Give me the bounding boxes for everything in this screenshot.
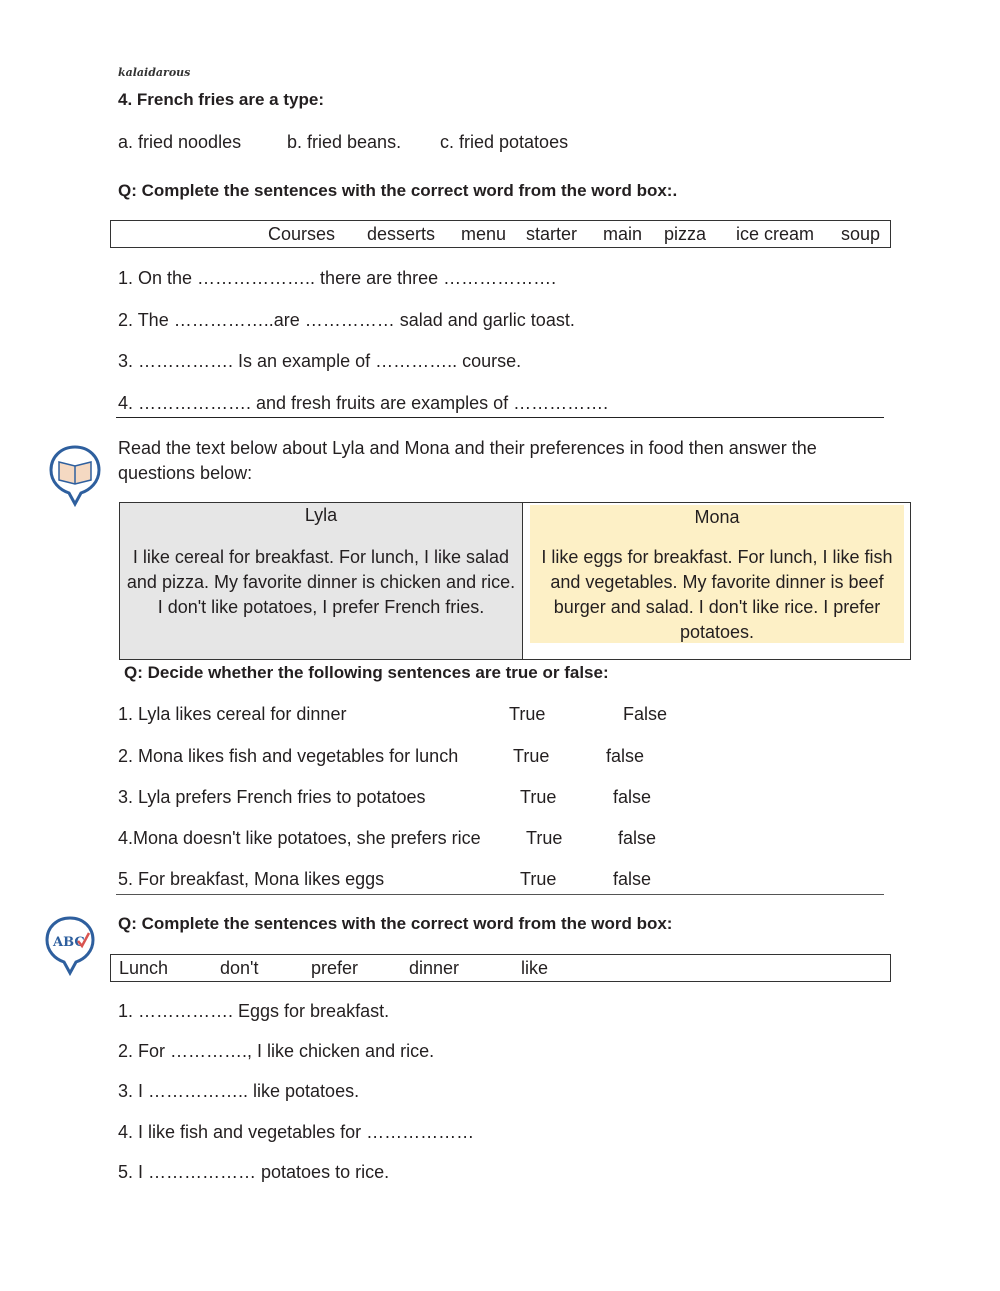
mona-text: I like eggs for breakfast. For lunch, I like fish and vegetables. My favorite dinner is beef burger and salad. I don't like rice. I prefer potatoes. xyxy=(541,547,893,642)
mona-cell xyxy=(530,505,904,643)
tf-question-3: 3. Lyla prefers French fries to potatoes xyxy=(118,787,426,807)
word-box-item: Courses xyxy=(268,224,336,244)
mona-name: Mona xyxy=(694,507,740,527)
tf-false-1: False xyxy=(623,704,668,724)
tf-question-1: 1. Lyla likes cereal for dinner xyxy=(118,704,347,724)
word-box-2 xyxy=(110,954,891,982)
q4-option-b: b. fried beans. xyxy=(287,132,402,152)
section3-sentence-3: 3. I …………….. like potatoes. xyxy=(118,1081,360,1101)
tf-question-4: 4.Mona doesn't like potatoes, she prefers rice xyxy=(118,828,481,848)
word-box-item: dinner xyxy=(409,958,460,978)
book-icon xyxy=(48,444,102,513)
divider xyxy=(116,417,884,418)
section3-sentence-2: 2. For …………., I like chicken and rice. xyxy=(118,1041,435,1061)
section1-sentence-3: 3. ……………. Is an example of ………….. course. xyxy=(118,351,522,371)
tf-true-1: True xyxy=(509,704,546,724)
section1-title: Q: Complete the sentences with the correct word from the word box:. xyxy=(118,181,678,200)
word-box-item: ice cream xyxy=(736,224,815,244)
abc-text: ABC xyxy=(53,935,85,950)
word-box-item: main xyxy=(603,224,643,244)
author-name: kalaidarous xyxy=(118,66,191,79)
tf-false-3: false xyxy=(613,787,652,807)
word-box-1 xyxy=(110,220,891,248)
lyla-name: Lyla xyxy=(304,505,338,525)
tf-question-2: 2. Mona likes fish and vegetables for lunch xyxy=(118,746,459,766)
word-box-item: prefer xyxy=(311,958,359,978)
lyla-text: I like cereal for breakfast. For lunch, I like salad and pizza. My favorite dinner is chicken and rice. I don't like potatoes, I prefer French fries. xyxy=(126,547,516,617)
word-box-item: menu xyxy=(461,224,507,244)
section3-sentence-1: 1. ……………. Eggs for breakfast. xyxy=(118,1001,390,1021)
divider xyxy=(116,894,884,895)
tf-false-5: false xyxy=(613,869,652,889)
word-box-item: like xyxy=(521,958,549,978)
tf-true-2: True xyxy=(513,746,550,766)
section3-title: Q: Complete the sentences with the correct word from the word box: xyxy=(118,914,673,933)
word-box-item: don't xyxy=(220,958,259,978)
truefalse-title: Q: Decide whether the following sentences are true or false: xyxy=(124,663,609,682)
word-box-item: pizza xyxy=(664,224,707,244)
section1-sentence-4: 4. ………………. and fresh fruits are examples of ……………. xyxy=(118,393,609,413)
tf-false-4: false xyxy=(618,828,657,848)
tf-false-2: false xyxy=(606,746,645,766)
lyla-cell xyxy=(120,503,523,659)
abc-check-icon xyxy=(44,915,96,982)
tf-true-5: True xyxy=(520,869,557,889)
tf-true-4: True xyxy=(526,828,563,848)
word-box-item: desserts xyxy=(367,224,436,244)
q4-option-c: c. fried potatoes xyxy=(440,132,569,152)
section3-sentence-5: 5. I ……………… potatoes to rice. xyxy=(118,1162,390,1182)
section3-sentence-4: 4. I like fish and vegetables for ……………… xyxy=(118,1122,475,1142)
q4-option-a: a. fried noodles xyxy=(118,132,242,152)
word-box-item: soup xyxy=(841,224,881,244)
word-box-item: starter xyxy=(526,224,578,244)
q4-question: 4. French fries are a type: xyxy=(118,90,324,109)
word-box-item: Lunch xyxy=(119,958,169,978)
tf-question-5: 5. For breakfast, Mona likes eggs xyxy=(118,869,385,889)
reading-table xyxy=(119,502,911,660)
reading-intro: Read the text below about Lyla and Mona and their preferences in food then answer the questions below: xyxy=(118,438,817,483)
tf-true-3: True xyxy=(520,787,557,807)
section1-sentence-2: 2. The ……………..are …………… salad and garlic toast. xyxy=(118,310,575,330)
section1-sentence-1: 1. On the ……………….. there are three ………………. xyxy=(118,268,557,288)
